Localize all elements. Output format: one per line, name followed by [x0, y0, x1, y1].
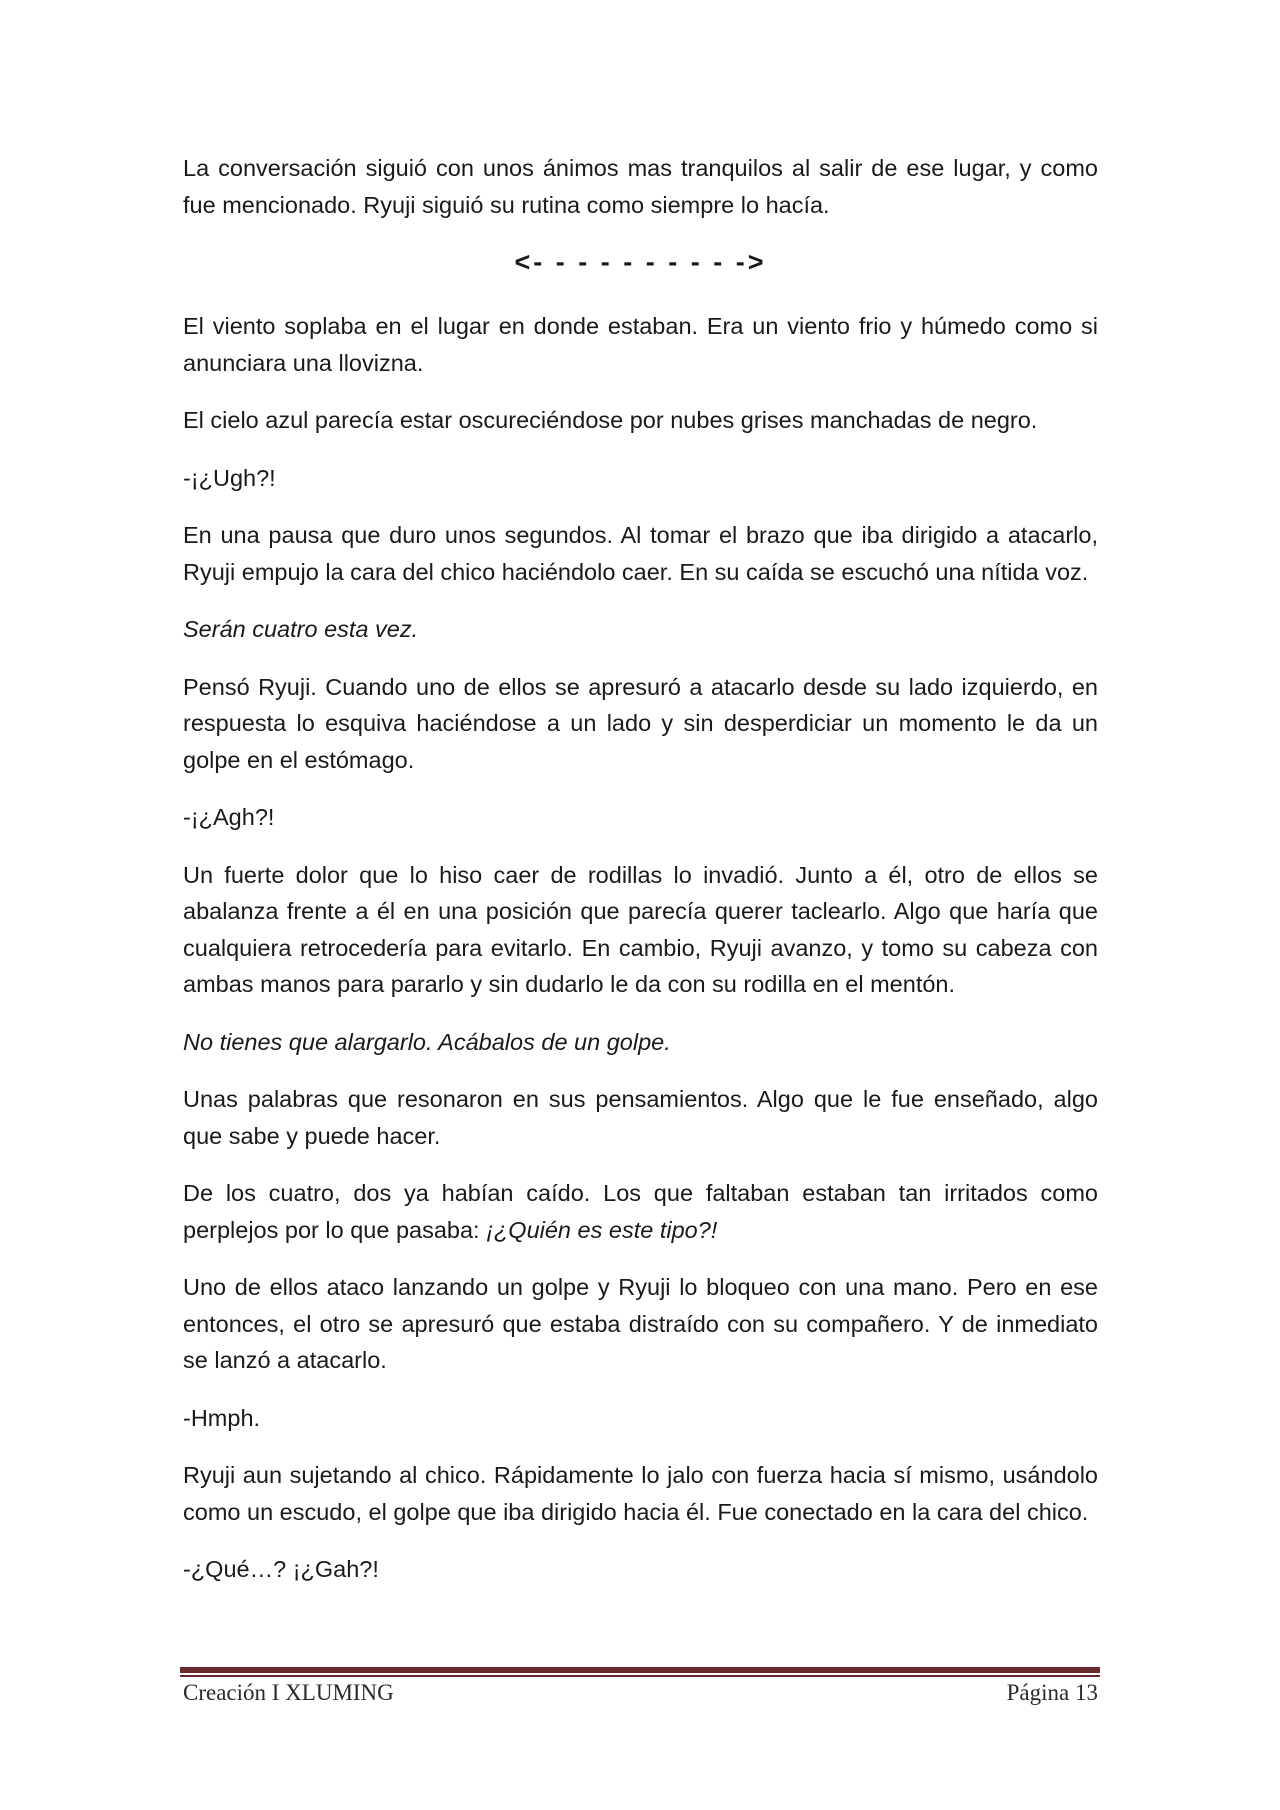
paragraph-12 [183, 1175, 1098, 1248]
dialogue-ugh: -¡¿Ugh?! [183, 464, 276, 491]
footer-credit: Creación I XLUMING [183, 1680, 394, 1705]
paragraph-9: Un fuerte dolor que lo hiso caer de rodillas lo invadió. Junto a él, otro de ellos se abalanza frente a él en una posición que parecía querer taclearlo. Algo que haría que cualquiera retrocedería para evitarlo. En cambio, Ryuji avanzo, y tomo su cabeza con ambas manos para pararlo y sin dudarlo le da con su rodilla en el mentón. [183, 861, 1098, 997]
footer-rule [180, 1667, 1100, 1677]
paragraph-3: El cielo azul parecía estar oscureciéndose por nubes grises manchadas de negro. [183, 407, 1038, 433]
scene-separator: <- - - - - - - - - -> [514, 247, 767, 277]
footer-rule-thin [180, 1675, 1100, 1677]
paragraph-11: Unas palabras que resonaron en sus pensamientos. Algo que le fue enseñado, algo que sabe y puede hacer. [183, 1086, 1098, 1149]
paragraph-5: En una pausa que duro unos segundos. Al tomar el brazo que iba dirigido a atacarlo, Ryuji empujo la cara del chico haciéndolo caer. En su caída se escuchó una nítida voz. [183, 522, 1098, 585]
footer-rule-thick [180, 1667, 1100, 1673]
dialogue-hmph: -Hmph. [183, 1404, 261, 1431]
paragraph-12-italic: ¡¿Quién es este tipo?! [486, 1216, 718, 1243]
paragraph-2: El viento soplaba en el lugar en donde estaban. Era un viento frio y húmedo como si anunciara una llovizna. [183, 313, 1098, 376]
paragraph-1: La conversación siguió con unos ánimos mas tranquilos al salir de ese lugar, y como fue mencionado. Ryuji siguió su rutina como siempre lo hacía. [183, 155, 1098, 218]
page-body [183, 150, 1098, 1609]
dialogue-agh: -¡¿Agh?! [183, 804, 275, 830]
paragraph-13: Uno de ellos ataco lanzando un golpe y Ryuji lo bloqueo con una mano. Pero en ese entonces, el otro se apresuró que estaba distraído con su compañero. Y de inmediato se lanzó a atacarlo. [183, 1274, 1098, 1373]
dialogue-gah: -¿Qué…? ¡¿Gah?! [183, 1556, 379, 1582]
paragraph-7: Pensó Ryuji. Cuando uno de ellos se apresuró a atacarlo desde su lado izquierdo, en respuesta lo esquiva haciéndose a un lado y sin desperdiciar un momento le da un golpe en el estómago. [183, 673, 1098, 773]
thought-line-2: No tienes que alargarlo. Acábalos de un golpe. [183, 1028, 671, 1055]
thought-line-1: Serán cuatro esta vez. [183, 616, 419, 642]
paragraph-15: Ryuji aun sujetando al chico. Rápidamente lo jalo con fuerza hacia sí mismo, usándolo como un escudo, el golpe que iba dirigido hacia él. Fue conectado en la cara del chico. [183, 1462, 1098, 1525]
page-number: Página 13 [1006, 1680, 1098, 1705]
paragraph-12-text: De los cuatro, dos ya habían caído. Los que faltaban estaban tan irritados como perplejos por lo que pasaba: [183, 1180, 1098, 1243]
